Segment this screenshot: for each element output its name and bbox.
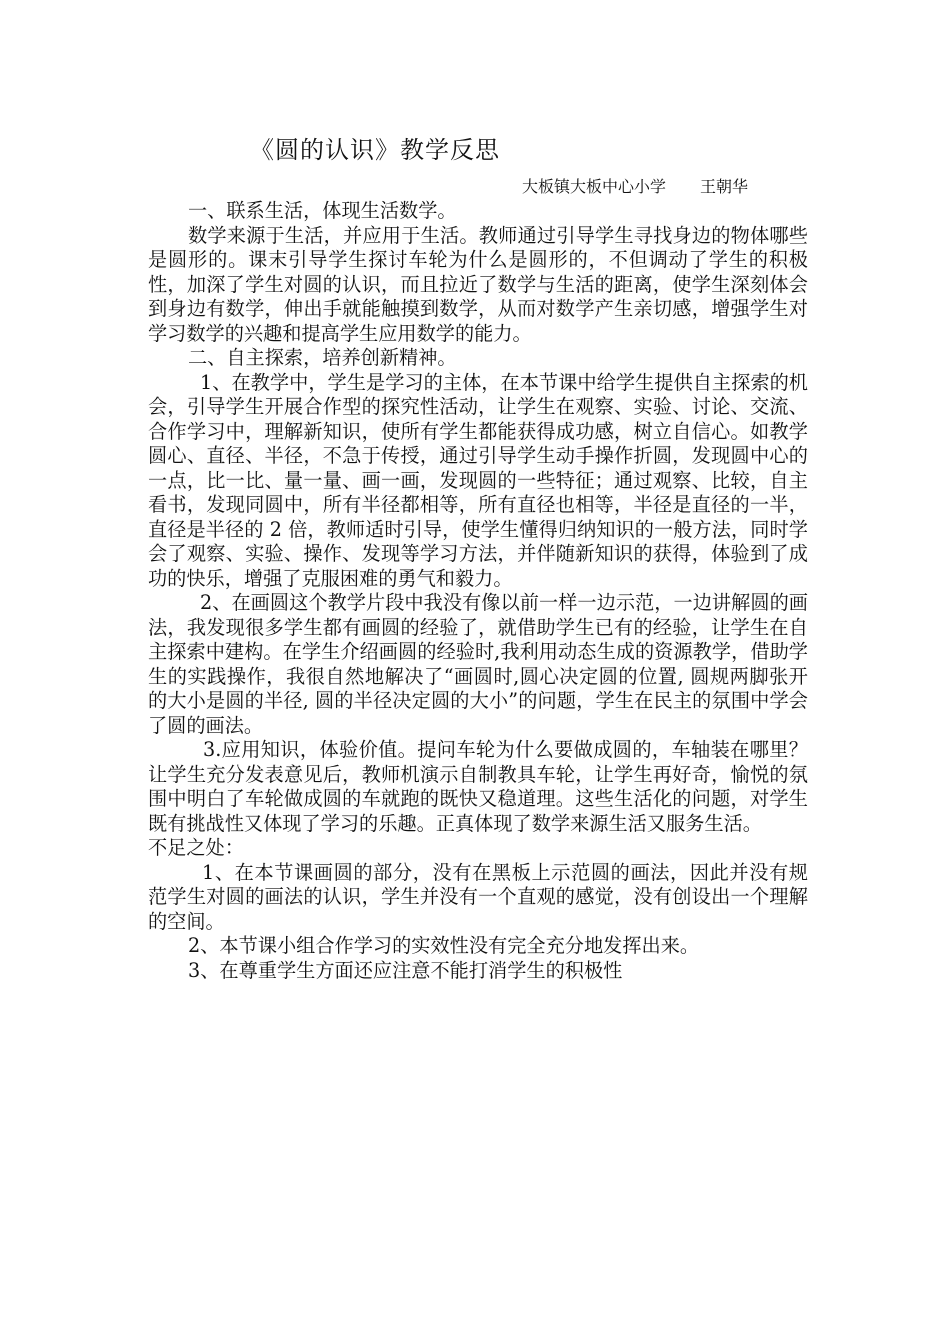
paragraph-2-1: 1、在教学中，学生是学习的主体，在本节课中给学生提供自主探索的机会，引导学生开展合作型的探究性活动，让学生在观察、实验、讨论、交流、合作学习中，理解新知识，使所有学生都能获得成功感，树立自信心。如教学圆心、直径、半径，不急于传授，通过引导学生动手操作折圆，发现圆中心的一点，比一比、量一量、画一画，发现圆的一些特征；通过观察、比较，自主看书，发现同圆中，所有半径都相等，所有直径也相等，半径是直径的一半，直径是半径的 2 倍，教师适时引导，使学生懂得归纳知识的一般方法，同时学会了观察、实验、操作、发现等学习方法，并伴随新知识的获得，体验到了成功的快乐，增强了克服困难的勇气和毅力。 — [148, 370, 808, 590]
paragraph-3-2: 2、本节课小组合作学习的实效性没有完全充分地发挥出来。 — [188, 934, 700, 957]
paragraph-3-3: 3、在尊重学生方面还应注意不能打消学生的积极性 — [188, 958, 623, 982]
paragraph-2-3: 3.应用知识，体验价值。提问车轮为什么要做成圆的，车轴装在哪里？让学生充分发表意见后，教师机演示自制教具车轮，让学生再好奇，愉悦的氛围中明白了车轮做成圆的车就跑的既快又稳道理。这些生活化的问题，对学生既有挑战性又体现了学习的乐趣。正真体现了数学来源生活又服务生活。 — [148, 738, 808, 835]
document-title: 《圆的认识》教学反思 — [250, 136, 500, 164]
section-heading-2: 二、自主探索，培养创新精神。 — [188, 346, 457, 369]
author-name: 王朝华 — [700, 177, 749, 196]
paragraph-3-1: 1、在本节课画圆的部分，没有在黑板上示范圆的画法，因此并没有规范学生对圆的画法的认识，学生并没有一个直观的感觉，没有创设出一个理解的空间。 — [148, 860, 808, 933]
author-school: 大板镇大板中心小学 — [522, 177, 667, 196]
section-heading-3: 不足之处： — [148, 836, 244, 859]
section-heading-1: 一、联系生活，体现生活数学。 — [188, 199, 457, 222]
paragraph-1: 数学来源于生活，并应用于生活。教师通过引导学生寻找身边的物体哪些是圆形的。课末引导学生探讨车轮为什么是圆形的，不但调动了学生的积极性，加深了学生对圆的认识，而且拉近了数学与生活的距离，使学生深刻体会到身边有数学，伸出手就能触摸到数学，从而对数学产生亲切感，增强学生对学习数学的兴趣和提高学生应用数学的能力。 — [148, 223, 808, 345]
author-line — [522, 176, 748, 198]
document-body — [148, 199, 808, 983]
paragraph-2-2: 2、在画圆这个教学片段中我没有像以前一样一边示范，一边讲解圆的画法，我发现很多学生都有画圆的经验了，就借助学生已有的经验，让学生在自主探索中建构。在学生介绍画圆的经验时,我利用动态生成的资源教学，借助学生的实践操作，我很自然地解决了“画圆时,圆心决定圆的位置, 圆规两脚张开的大小是圆的半径, 圆的半径决定圆的大小”的问题，学生在民主的氛围中学会了圆的画法。 — [148, 591, 808, 737]
